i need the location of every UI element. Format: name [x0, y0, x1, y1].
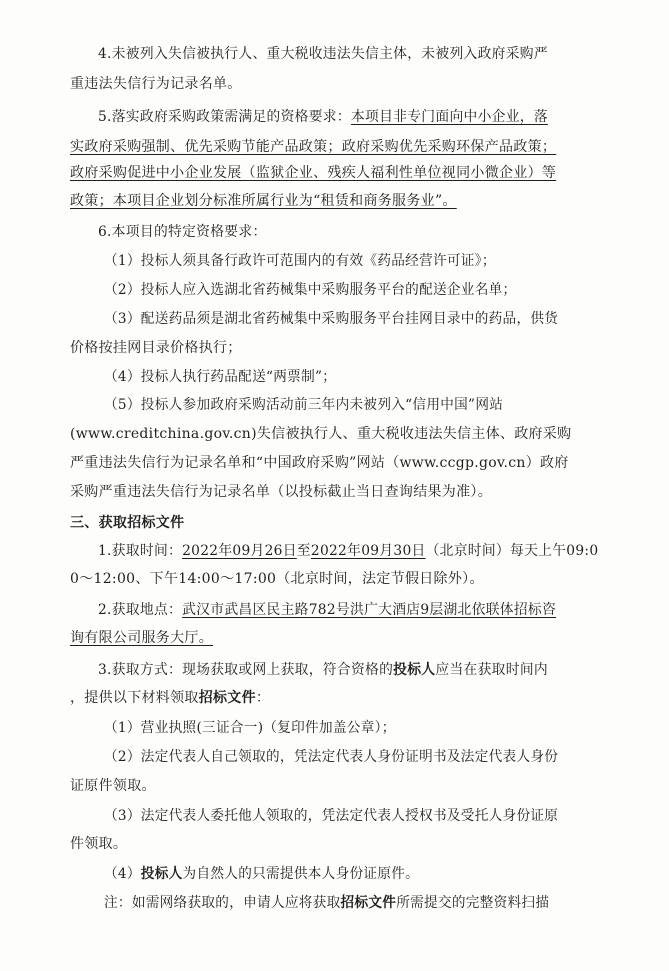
- doc-line-segment: ，提供以下材料领取: [70, 690, 199, 706]
- doc-line: [104, 367, 649, 387]
- doc-line: [70, 482, 630, 502]
- doc-line-segment: 应当在获取时间内: [435, 662, 548, 678]
- doc-line-segment: ：: [255, 690, 271, 706]
- doc-line-segment: 本项目非专门面向中小企业，落: [350, 109, 548, 125]
- doc-line-segment: 政府采购促进中小企业发展（监狱企业、残疾人福利性单位视同小微企业）等: [70, 165, 557, 181]
- doc-line-segment: （4）: [104, 866, 141, 882]
- doc-line: [98, 541, 649, 561]
- doc-line: [98, 660, 649, 680]
- doc-line: [104, 893, 649, 913]
- doc-line-segment: （5）投标人参加政府采购活动前三年内未被列入“信用中国”网站: [104, 397, 504, 413]
- doc-line: [104, 864, 649, 884]
- doc-line-segment: 投标人: [393, 662, 436, 678]
- doc-line: [70, 137, 630, 157]
- doc-line: [70, 834, 630, 854]
- doc-line: [70, 74, 630, 94]
- doc-line-segment: （3）法定代表人委托他人领取的，凭法定代表人授权书及受托人身份证原: [104, 808, 559, 824]
- doc-line: [98, 107, 649, 127]
- doc-line: [70, 513, 630, 533]
- doc-line: [104, 251, 649, 271]
- doc-line-segment: （2）法定代表人自己领取的，凭法定代表人身份证明书及法定代表人身份: [104, 749, 559, 765]
- doc-line-segment: 4.未被列入失信被执行人、重大税收违法失信主体，未被列入政府采购严: [98, 46, 548, 62]
- doc-line: [104, 395, 649, 415]
- doc-line: [104, 747, 649, 767]
- doc-line-segment: 2022年09月26日: [182, 543, 297, 559]
- doc-line: [104, 280, 649, 300]
- doc-line-segment: （2）投标人应入选湖北省药械集中采购服务平台的配送企业名单；: [104, 282, 517, 298]
- doc-line-segment: 实政府采购强制、优先采购节能产品政策；政府采购优先采购环保产品政策；: [70, 139, 557, 155]
- doc-line: [98, 44, 649, 64]
- doc-line: [70, 424, 630, 444]
- doc-line-segment: 为自然人的只需提供本人身份证原件。: [182, 866, 420, 882]
- doc-line-segment: (www.creditchina.gov.cn)失信被执行人、重大税收违法失信主体、政府采购: [70, 426, 572, 442]
- doc-line-segment: 1.获取时间：: [98, 543, 183, 559]
- doc-line: [104, 309, 649, 329]
- doc-line-segment: （4）投标人执行药品配送“两票制”；: [104, 369, 337, 385]
- doc-line-segment: 严重违法失信行为记录名单和“中国政府采购”网站（www.ccgp.gov.cn）政府: [70, 455, 569, 471]
- doc-line: [70, 688, 630, 708]
- doc-line: [70, 628, 630, 648]
- doc-line: [104, 718, 649, 738]
- doc-line-segment: 武汉市武昌区民主路782号洪广大酒店9层湖北依联体招标咨: [182, 602, 557, 618]
- doc-line-segment: 三、获取招标文件: [70, 515, 185, 531]
- doc-line-segment: 重违法失信行为记录名单。: [70, 76, 242, 92]
- doc-line-segment: （3）配送药品须是湖北省药械集中采购服务平台挂网目录中的药品，供货: [104, 311, 559, 327]
- doc-line-segment: 2.获取地点：: [98, 602, 183, 618]
- doc-line-segment: 投标人: [140, 866, 183, 882]
- doc-line-segment: 至: [296, 543, 311, 559]
- doc-line-segment: 价格按挂网目录价格执行；: [70, 340, 242, 356]
- doc-line: [70, 191, 630, 211]
- doc-line-segment: （1）营业执照(三证合一)（复印件加盖公章）；: [104, 720, 396, 736]
- doc-line-segment: 注：如需网络获取的，申请人应将获取: [104, 895, 341, 911]
- doc-line-segment: 招标文件: [198, 690, 256, 706]
- doc-line: [70, 569, 630, 589]
- doc-line: [70, 776, 630, 796]
- doc-line: [98, 600, 649, 620]
- doc-line-segment: 采购严重违法失信行为记录名单（以投标截止当日查询结果为准）。: [70, 484, 492, 500]
- doc-line: [70, 338, 630, 358]
- doc-line-segment: 5.落实政府采购政策需满足的资格要求：: [98, 109, 351, 125]
- doc-line-segment: 2022年09月30日: [310, 543, 426, 559]
- doc-line-segment: 件领取。: [70, 836, 128, 852]
- doc-line-segment: 证原件领取。: [70, 778, 156, 794]
- doc-line: [70, 453, 630, 473]
- doc-line-segment: （北京时间）每天上午09:0: [425, 543, 599, 559]
- doc-line-segment: 所需提交的完整资料扫描: [396, 895, 550, 911]
- doc-line-segment: 招标文件: [340, 895, 397, 911]
- doc-line-segment: 政策；本项目企业划分标准所属行业为“租赁和商务服务业”。: [70, 193, 457, 209]
- doc-line: [104, 806, 649, 826]
- doc-line-segment: 询有限公司服务大厅。: [70, 630, 213, 646]
- doc-line-segment: 0～12:00、下午14:00～17:00（北京时间，法定节假日除外）。: [70, 571, 484, 587]
- doc-line: [98, 222, 649, 242]
- doc-line-segment: 3.获取方式：现场获取或网上获取，符合资格的: [98, 662, 394, 678]
- doc-line: [70, 163, 630, 183]
- doc-line-segment: 6.本项目的特定资格要求：: [98, 224, 267, 240]
- doc-line-segment: （1）投标人须具备行政许可范围内的有效《药品经营许可证》；: [104, 253, 496, 269]
